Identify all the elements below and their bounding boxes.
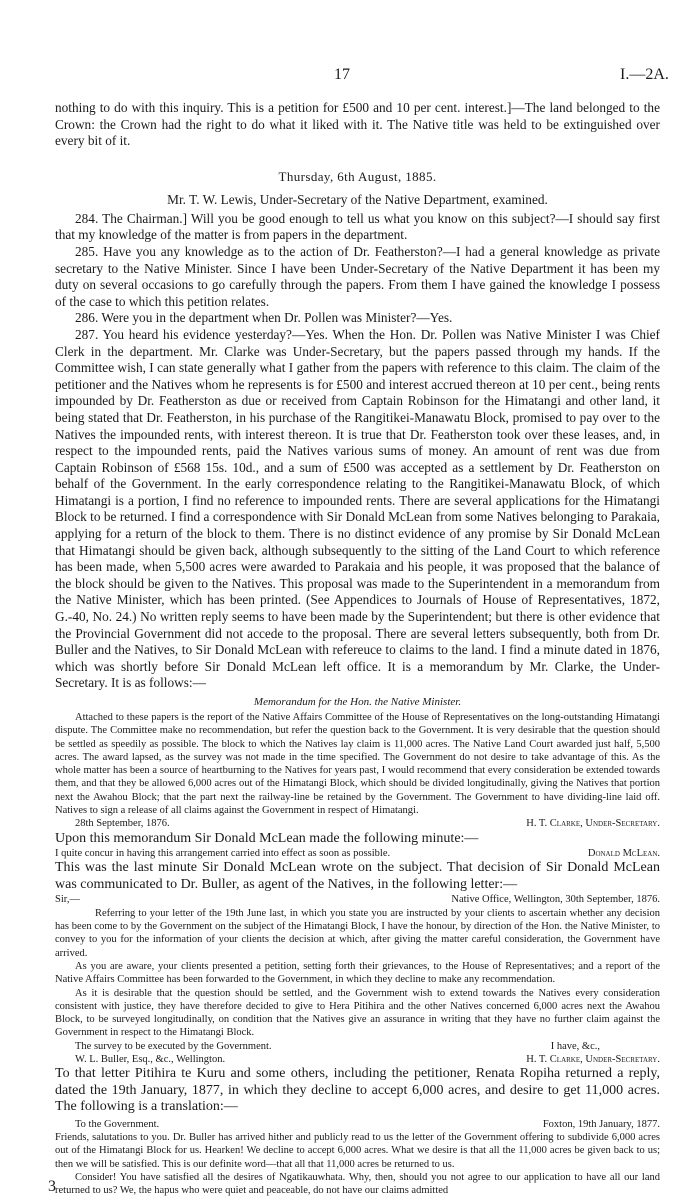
minute-signature: Donald McLean.: [587, 848, 660, 860]
letter1-closing-row: [55, 1040, 660, 1053]
memo-date: 28th September, 1876.: [75, 818, 170, 830]
letter2-to: To the Government.: [75, 1118, 160, 1130]
letter1-addressee: W. L. Buller, Esq., &c., Wellington.: [75, 1054, 226, 1066]
session-date: Thursday, 6th August, 1885.: [278, 168, 437, 184]
letter2-header: [55, 1118, 660, 1131]
letter2-place-date: Foxton, 19th January, 1877.: [542, 1118, 660, 1130]
minute-after: This was the last minute Sir Donald McLean wrote on the subject. That decision of Sir Donald McLean was communicated to Dr. Buller, as agent of the Natives, in the following letter:—: [55, 860, 660, 892]
question-286: 286. Were you in the department when Dr. Pollen was Minister?—Yes.: [75, 310, 453, 326]
minute: [55, 847, 660, 860]
signature-mark: 3: [48, 1178, 56, 1195]
text-column: [55, 100, 660, 1198]
memo-body: Attached to these papers is the report of the Native Affairs Committee of the House of Representatives on the long-outstanding Himatangi dispute. The Committee make no recommendation, but refer the question back to the Government. It is very desirable that the question should be settled as speedily as possible. The block to which the Natives lay claim is 11,000 acres. The Native Land Court awarded just half, 5,500 acres. The award lapsed, as the survey was not made in the time specified. The Government do not desire to take advantage of this. As the whole matter has been a source of heartburning to the Natives for years past, I would recommend that every consideration be extended towards them, and that they be allowed 6,000 acres out of the Himatangi Block, which should be divided longitudinally, giving the Natives that portion next the Awahou Block; that the part next the railway-line be retained by the Government. The Government to have dividing-line laid off. Natives to sign a release of all claims against the Government in respect of Himatangi.: [55, 712, 660, 817]
memo-footer: [55, 817, 660, 830]
letter1-header: [55, 893, 660, 906]
letter1-salutation: Sir,—: [55, 894, 80, 906]
letter1-place-date: Native Office, Wellington, 30th September, 1876.: [451, 894, 660, 906]
letter1-signature-row: [55, 1053, 660, 1066]
question-287: 287. You heard his evidence yesterday?—Yes. When the Hon. Dr. Pollen was Native Minister I was Chief Clerk in the department. Mr. Clarke was Under-Secretary, but the papers passed through my hands. If the Committee wish, I can state generally what I gather from the papers with reference to this claim. The claim of the petitioner and the Natives whom he represents is for £500 and interest accrued thereon at 10 per cent., being rents impounded by Dr. Featherston as due or received from Captain Robinson for the Himatangi and other land, it being stated that Dr. Featherston, in his purchase of the Rangitikei-Manawatu Block, promised to pay over to the Natives the impounded rents, with interest thereon. It is true that Dr. Featherston took over these leases, and, in respect to the impounded rents, paid the Natives various sums of money. An amount of rent was due from Captain Robinson of £568 15s. 10d., and a sum of £500 was accepted as a settlement by Dr. Featherston on behalf of the Government. In the early correspondence relating to the Rangitikei-Manawatu Block, of which Himatangi is a portion, I find no reference to impounded rents. There are several applications for the Himatangi Block to be returned. I find a correspondence with Sir Donald McLean from some Natives belonging to Parakaia, applying for a return of the block to them. There is no distinct evidence of any promise by Sir Donald McLean that Himatangi should be given back, although subsequently to the sitting of the Land Court to which reference has been made, when 5,500 acres were awarded to Parakaia and his people, it was proposed that the balance of the block should be given to the Natives. This proposal was made to the Superintendent in a memorandum from the Native Minister, which has been printed. (See Appendices to Journals of House of Representatives, 1872, G.-40, No. 24.) No written reply seems to have been made by the Superintendent; but there is other evidence that the Provincial Government did not accede to the proposal. There are several letters subsequently, both from Dr. Buller and the Natives, to Sir Donald McLean with refereuce to claims to the land. I find a minute dated in 1876, which was shortly before Sir Donald McLean left office. It is a memorandum by Mr. Clarke, the Under-Secretary. It is as follows:—: [55, 326, 660, 691]
minute-text: I quite concur in having this arrangement carried into effect as soon as possible.: [55, 848, 391, 860]
letter2-paragraph-1: Friends, salutations to you. Dr. Buller has arrived hither and publicly read to us the letter of the Government offering to subdivide 6,000 acres out of the Himatangi Block for us. Hearken! We decline to accept 6,000 acres. What we desire is that all the 11,000 acres be given back to us; then we will be satisfied. This is our definite word—that all that 11,000 acres be returned to us.: [55, 1132, 660, 1170]
letter1-after: To that letter Pitihira te Kuru and some others, including the petitioner, Renata Ropiha returned a reply, dated the 19th January, 1877, in which they decline to accept 6,000 acres, and desire to get 11,000 acres. The following is a translation:—: [55, 1066, 660, 1115]
letter1-paragraph-2: As you are aware, your clients presented a petition, setting forth their grievances, to the House of Representatives; and a report of the Native Affairs Committee has been forwarded to the Government, in which they decline to make any recommendation.: [55, 960, 660, 986]
letter1-signature: H. T. Clarke, Under-Secretary.: [526, 1054, 660, 1066]
witness-heading: Mr. T. W. Lewis, Under-Secretary of the Native Department, examined.: [167, 191, 548, 207]
letter1-paragraph-3: As it is desirable that the question should be settled, and the Government wish to extend towards the Natives every consideration consistent with justice, they have therefore decided to give to Hera Pitihira and the other Natives concerned 6,000 acres next the Awahou Block, to be surveyed longitudinally, on condition that the Natives give an assurance in writing that they have no further claim against the Government in respect to the Himatangi Block.: [55, 987, 660, 1039]
minute-intro: Upon this memorandum Sir Donald McLean made the following minute:—: [55, 830, 479, 846]
intro-paragraph: nothing to do with this inquiry. This is a petition for £500 and 10 per cent. interest.]—The land belonged to the Crown: the Crown had the right to do what it liked with it. The Native title was held to be extinguished over every bit of it.: [55, 100, 660, 149]
memo-signature: H. T. Clarke, Under-Secretary.: [526, 818, 660, 830]
letter2-paragraph-2: Consider! You have satisfied all the desires of Ngatikauwhata. Why, then, should you not agree to our application to have all our land returned to us? We, the hapus who were quiet and peaceable, do not have our claims admitted: [55, 1172, 660, 1197]
question-284: 284. The Chairman.] Will you be good enough to tell us what you know on this subject?—I should say first that my knowledge of the matter is from papers in the department.: [55, 210, 660, 243]
letter1-paragraph-4: The survey to be executed by the Government.: [75, 1040, 272, 1052]
document-reference: I.—2A.: [620, 66, 669, 83]
page-number: 17: [334, 66, 350, 83]
memo-title: Memorandum for the Hon. the Native Minister.: [253, 696, 462, 708]
question-285: 285. Have you any knowledge as to the action of Dr. Featherston?—I had a general knowledge as private secretary to the Native Minister. Since I have been Under-Secretary of the Native Department it has been my duty on several occasions to go carefully through the papers. From them I have gained the knowledge I possess of the case to which this petition relates.: [55, 243, 660, 309]
letter1-paragraph-1: Referring to your letter of the 19th June last, in which you state you are instructed by your clients to ascertain whether any decision has been come to by the Government on the subject of the Himatangi Block, I have the honour, by direction of the Hon. the Native Minister, to convey to you for the information of your clients the decision at which, after giving the matter careful consideration, the Government have arrived.: [55, 907, 660, 959]
letter1-closing: I have, &c.,: [550, 1040, 600, 1052]
